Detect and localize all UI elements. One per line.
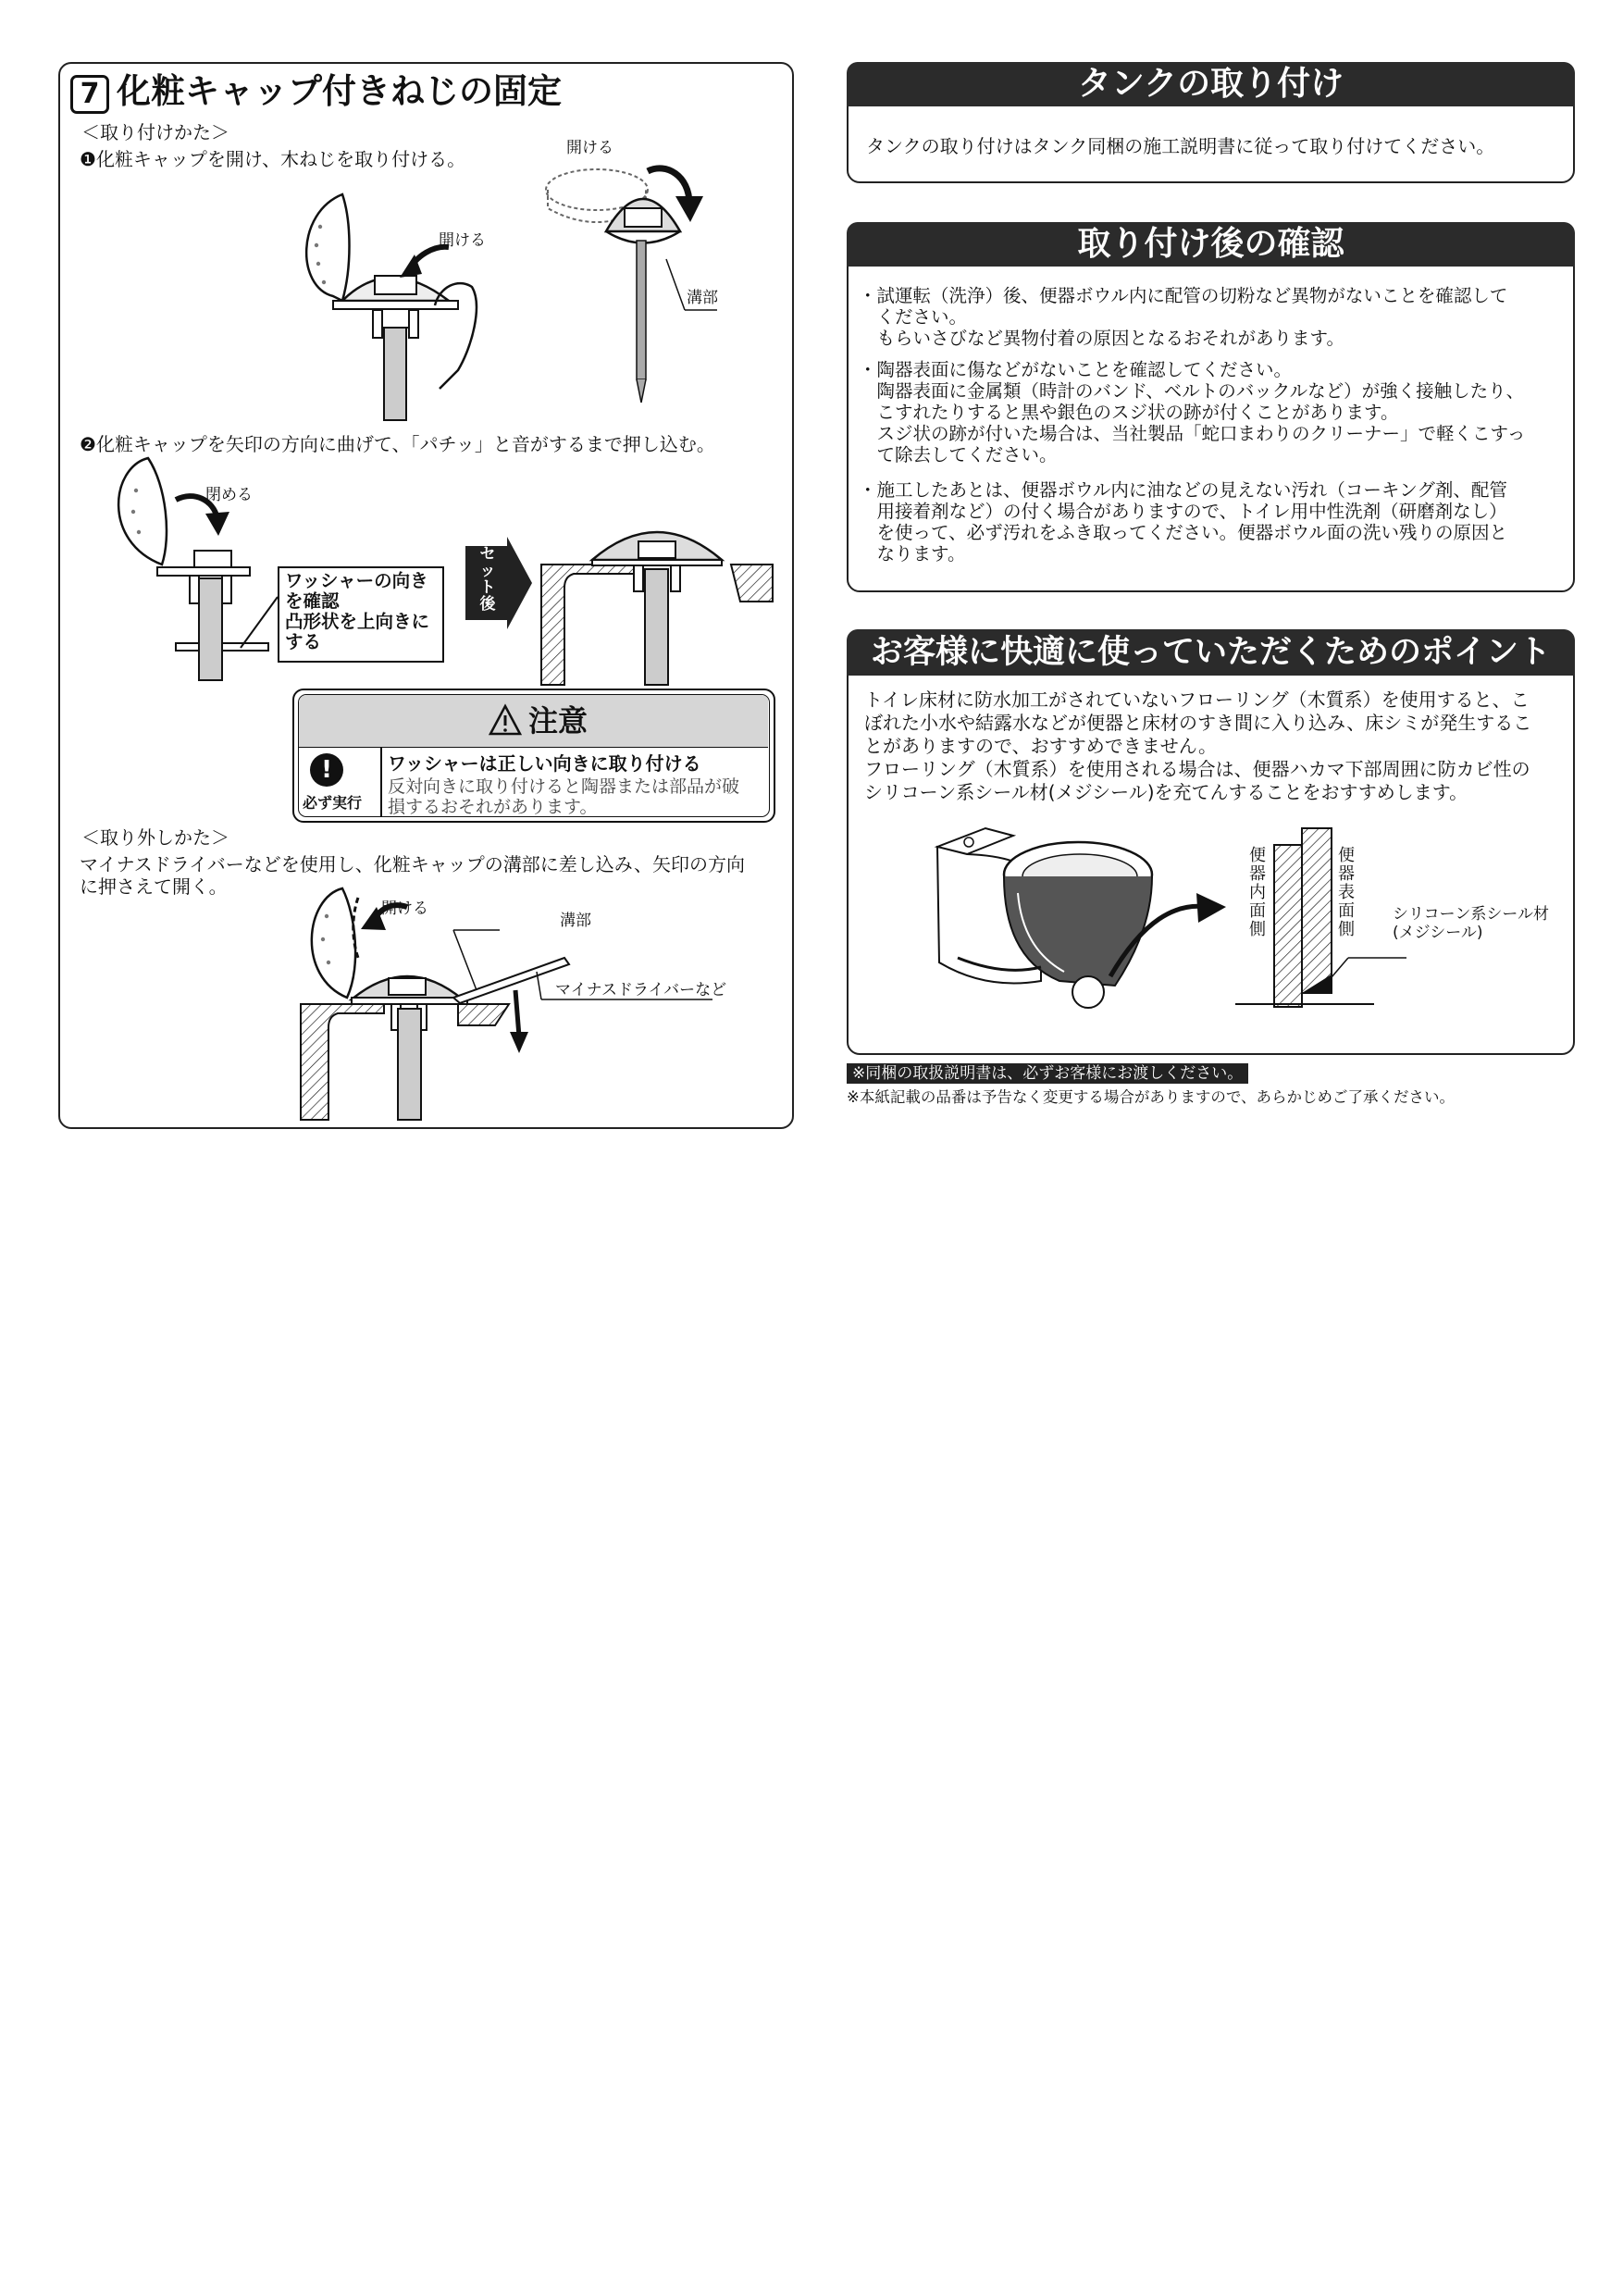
washer-note-line-2: を確認	[285, 590, 340, 612]
washer-note-box	[278, 566, 444, 663]
check-item-3	[859, 479, 1507, 565]
remove-text-line-2: に押さえて開く。	[80, 875, 228, 898]
comfort-text-line: とがありますので、おすすめできません。	[864, 735, 1217, 757]
warning-icon	[489, 704, 522, 736]
cap-removal-illustration	[301, 888, 717, 1120]
inner-char: 内	[1249, 883, 1266, 902]
comfort-text-line: シリコーン系シール材(メジシール)を充てんすることをおすすめします。	[864, 781, 1468, 803]
comfort-title: お客様に快適に使っていただくためのポイント	[870, 634, 1551, 671]
screw-cap-illustration	[537, 148, 722, 426]
check-item-2-line: ・陶器表面に傷などがないことを確認してください。	[859, 359, 1293, 380]
washer-pointer-line	[236, 592, 282, 657]
after-set-char-1: セ	[479, 545, 496, 564]
caution-title: 注意	[528, 703, 588, 738]
caution-main-text: ワッシャーは正しい向きに取り付ける	[388, 752, 701, 775]
step-1-label: 化粧キャップを開け、木ねじを取り付ける。	[95, 148, 466, 170]
step-2-label: 化粧キャップを矢印の方向に曲げて、「パチッ」と音がするまで押し込む。	[95, 433, 715, 455]
label-sealant-line-2: (メジシール)	[1393, 924, 1483, 942]
tank-header	[847, 62, 1575, 106]
surface-char: 表	[1338, 883, 1355, 902]
caution-sub-line-2: 損するおそれがあります。	[388, 797, 598, 817]
remove-heading: ＜取り外しかた＞	[81, 826, 229, 849]
caution-box-inner	[298, 694, 770, 817]
check-item-3-line: を使って、必ず汚れをふき取ってください。便器ボウル面の洗い残りの原因と	[859, 522, 1508, 543]
check-item-3-line: 用接着剤など）の付く場合がありますので、トイレ用中性洗剤（研磨剤なし）	[859, 501, 1507, 522]
inner-char: 器	[1249, 864, 1266, 884]
check-item-1-line: ください。	[859, 306, 968, 328]
label-toilet-surface	[1336, 847, 1357, 939]
check-item-2-line: て除去してください。	[859, 444, 1058, 465]
comfort-text	[864, 689, 1531, 804]
surface-char: 便	[1338, 846, 1355, 865]
label-groove-b: 溝部	[560, 912, 591, 930]
check-item-3-line: なります。	[859, 543, 966, 565]
label-close: 閉める	[205, 486, 253, 504]
label-sealant-line-1: シリコーン系シール材	[1393, 905, 1549, 924]
check-item-2-line: 陶器表面に金属類（時計のバンド、ベルトのバックルなど）が強く接触したり、	[859, 380, 1525, 402]
step-number-badge: 7	[70, 75, 109, 114]
washer-note-line-4: する	[285, 631, 322, 652]
comfort-header	[847, 629, 1575, 676]
after-set-char-2: ッ	[479, 562, 496, 580]
after-set-char-4: 後	[479, 595, 496, 614]
check-title: 取り付け後の確認	[1077, 225, 1344, 263]
must-do-icon: !	[310, 753, 343, 787]
label-groove-a: 溝部	[687, 289, 718, 307]
after-set-char-3: ト	[479, 578, 496, 597]
comfort-text-line: トイレ床材に防水加工がされていないフローリング（木質系）を使用すると、こ	[864, 689, 1530, 711]
label-sealant	[1393, 905, 1549, 942]
check-item-2-line: スジ状の跡が付いた場合は、当社製品「蛇口まわりのクリーナー」で軽くこすっ	[859, 423, 1526, 444]
cap-set-illustration	[541, 514, 773, 685]
caution-header	[299, 695, 768, 748]
inner-char: 便	[1249, 846, 1266, 865]
footer-notice: ※同梱の取扱説明書は、必ずお客様にお渡しください。	[847, 1063, 1248, 1084]
remove-text-line-1: マイナスドライバーなどを使用し、化粧キャップの溝部に差し込み、矢印の方向	[80, 853, 745, 875]
check-item-1-line: ・試運転（洗浄）後、便器ボウル内に配管の切粉など異物がないことを確認して	[859, 285, 1508, 306]
caution-sub-line-1: 反対向きに取り付けると陶器または部品が破	[388, 776, 740, 797]
check-item-2	[859, 359, 1525, 465]
surface-char: 面	[1338, 901, 1355, 921]
check-item-1-line: もらいさびなど異物付着の原因となるおそれがあります。	[859, 328, 1344, 349]
tank-text: タンクの取り付けはタンク同梱の施工説明書に従って取り付けてください。	[866, 135, 1495, 157]
page-title: 化粧キャップ付きねじの固定	[117, 71, 562, 111]
washer-note-line-3: 凸形状を上向きに	[285, 611, 430, 632]
caution-box	[292, 689, 775, 823]
label-driver: マイナスドライバーなど	[555, 981, 727, 999]
inner-char: 側	[1249, 920, 1266, 939]
label-open-a: 開ける	[439, 231, 486, 250]
check-item-2-line: こすれたりすると黒や銀色のスジ状の跡が付くことがあります。	[859, 402, 1399, 423]
caution-must-label: 必ず実行	[303, 794, 363, 812]
check-header	[847, 222, 1575, 267]
label-open-c: 開ける	[381, 900, 428, 918]
step-1-text	[80, 148, 465, 170]
check-item-3-line: ・施工したあとは、便器ボウル内に油などの見えない汚れ（コーキング剤、配管	[859, 479, 1507, 501]
washer-note-line-1: ワッシャーの向き	[285, 570, 428, 591]
comfort-text-line: ぼれた小水や結露水などが便器と床材のすき間に入り込み、床シミが発生するこ	[864, 712, 1532, 734]
inner-char: 面	[1249, 901, 1266, 921]
step-2-marker: ❷	[80, 433, 96, 455]
caution-divider	[380, 747, 382, 817]
surface-char: 器	[1338, 864, 1355, 884]
label-toilet-inner	[1247, 847, 1268, 939]
attach-heading: ＜取り付けかた＞	[81, 121, 229, 143]
cap-open-illustration	[278, 185, 500, 426]
comfort-text-line: フローリング（木質系）を使用される場合は、便器ハカマ下部周囲に防カビ性の	[864, 758, 1530, 780]
footer-note: ※本紙記載の品番は予告なく変更する場合がありますので、あらかじめご了承ください。	[847, 1088, 1455, 1106]
after-set-label	[477, 546, 499, 613]
step-1-marker: ❶	[80, 148, 96, 170]
tank-title: タンクの取り付け	[1077, 65, 1344, 103]
step-2-text	[80, 433, 715, 455]
label-open-b: 開ける	[566, 139, 613, 157]
surface-char: 側	[1338, 920, 1355, 939]
check-item-1	[859, 285, 1507, 349]
